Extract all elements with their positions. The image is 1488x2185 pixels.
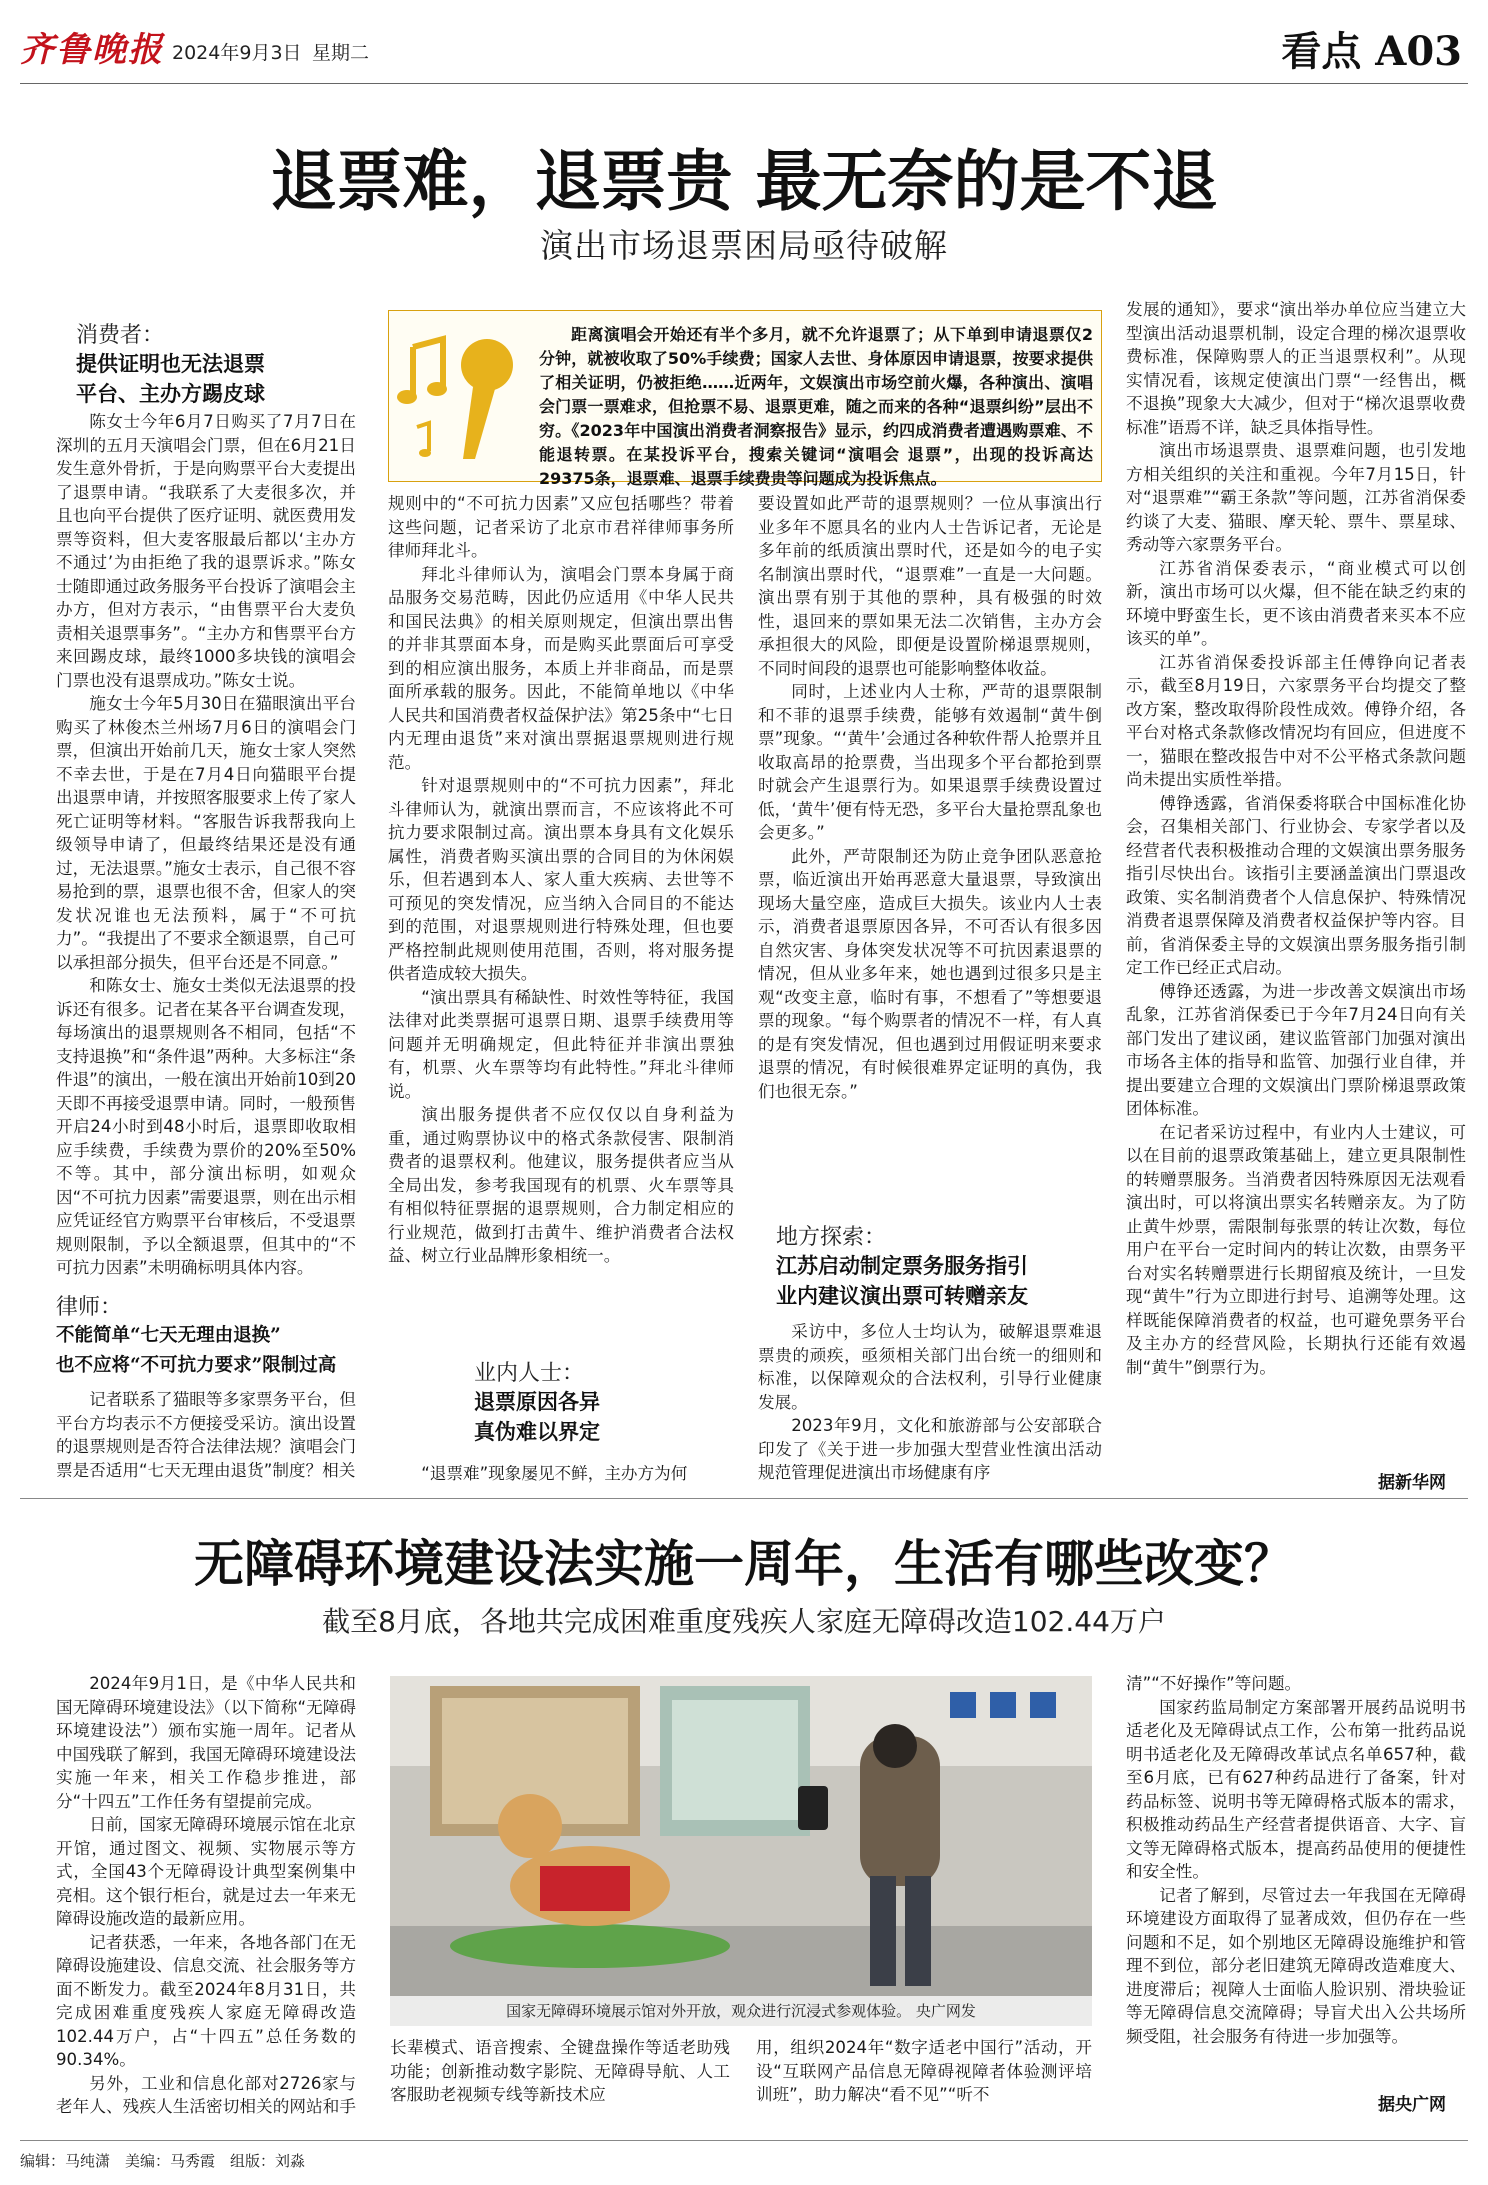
issue-weekday: 星期二 <box>312 42 370 64</box>
article2-subhead: 截至8月底，各地共完成困难重度残疾人家庭无障碍改造102.44万户 <box>322 1605 1166 1638</box>
subhead-lawyer: 律师： 不能简单“七天无理由退换” 也不应将“不可抗力要求”限制过高 <box>56 1295 337 1376</box>
newspaper-logo: 齐鲁晚报 <box>20 30 164 70</box>
page-footer: 编辑：马纯潇 美编：马秀霞 组版：刘淼 <box>20 2152 306 2170</box>
article1-col3-bottom: 采访中，多位人士均认为，破解退票难退票贵的顽疾，亟须相关部门出台统一的细则和标准，以保障观众的合法权利，引导行业健康发展。 2023年9月，文化和旅游部与公安部联合印发了《关于进一步加强大型营业性演出活动规范管理促进演出市场健康有序 <box>758 1322 1102 1482</box>
article1-intro-text: 距离演唱会开始还有半个多月，就不允许退票了；从下单到申请退票仅2分钟，就被收取了50%手续费；国家人去世、身体原因申请退票，按要求提供了相关证明，仍被拒绝……近两年，文娱演出市场空前火爆，各种演出、演唱会门票一票难求，但抢票不易、退票更难，随之而来的各种“退票纠纷”层出不穷。《2023年中国演出消费者洞察报告》显示，约四成消费者遭遇购票难、不能退转票。在某投诉平台，搜索关键词“演唱会 退票”，出现的投诉高达29375条，退票难、退票手续费贵等问题成为投诉焦点。 <box>539 325 1093 488</box>
article1-credit: 据新华网 <box>1378 1473 1446 1493</box>
article1-col4: 发展的通知》，要求“演出举办单位应当建立大型演出活动退票机制，设定合理的梯次退票收费标准，保障购票人的正当退票权利”。从现实情况看，该规定使演出门票“一经售出，概不退换”现象大大减少，但对于“梯次退票收费标准”语焉不详，缺乏具体指导性。 演出市场退票贵、退票难问题，也引发地方相关组织的关注和重视。今年7月15日，针对“退票难”“霸王条款”等问题，江苏省消保委约谈了大麦、猫眼、摩天轮、票牛、票星球、秀动等六家票务平台。 江苏省消保委表示，“商业模式可以创新，演出市场可以火爆，但不能在缺乏约束的环境中野蛮生长，更不该由消费者来买本不应该买的单”。 江苏省消保委投诉部主任傅铮向记者表示，截至8月19日，六家票务平台均提交了整改方案，整改取得阶段性成效。傅铮介绍，各平台对格式条款修改情况均有回应，但进度不一，猫眼在整改报告中对不公平格式条款问题尚未提出实质性举措。 傅铮透露，省消保委将联合中国标准化协会，召集相关部门、行业协会、专家学者以及经营者代表积极推动合理的文娱演出票务服务指引尽快出台。该指引主要涵盖演出门票退改政策、实名制消费者个人信息保护、特殊情况消费者退票保障及消费者权益保护等内容。目前，省消保委主导的文娱演出票务服务指引制定工作已经正式启动。 傅铮还透露，为进一步改善文娱演出市场乱象，江苏省消保委已于今年7月24日向有关部门发出了建议函，建议监管部门加强对演出市场各主体的指导和监管、加强行业自律，并提出要建立合理的文娱演出门票阶梯退票政策团体标准。 在记者采访过程中，有业内人士建议，可以在目前的退票政策基础上，建立更具限制性的转赠票服务。当消费者因特殊原因无法观看演出时，可以将演出票实名转赠亲友。为了防止黄牛炒票，需限制每张票的转让次数，每位用户在平台一定时间内的转让次数，由票务平台对实名转赠票进行长期留痕及统计，一旦发现“黄牛”行为立即进行封号、追溯等处理。这样既能保障消费者的权益，也可避免票务平台及主办方的经营风险，长期执行还能有效遏制“黄牛”倒票行为。 <box>1126 300 1466 1377</box>
masthead <box>20 14 1468 84</box>
article2-col2: 长辈模式、语音搜索、全键盘操作等适老助残功能；创新推动数字影院、无障碍导航、人工客服助老视频专线等新技术应 <box>390 2038 730 2104</box>
subhead-consumer: 消费者： 提供证明也无法退票 平台、主办方踢皮球 <box>76 323 265 406</box>
photo-caption: 国家无障碍环境展示馆对外开放，观众进行沉浸式参观体验。 央广网发 <box>390 1996 1092 2026</box>
article1-headline: 退票难，退票贵 最无奈的是不退 <box>270 142 1218 220</box>
exhibition-photo <box>390 1676 1092 2026</box>
article2-col1: 2024年9月1日，是《中华人民共和国无障碍环境建设法》（以下简称“无障碍环境建设法”）颁布实施一周年。记者从中国残联了解到，我国无障碍环境建设法实施一年来，相关工作稳步推进，部分“十四五”工作任务有望提前完成。 日前，国家无障碍环境展示馆在北京开馆，通过图文、视频、实物展示等方式，全国43个无障碍设计典型案例集中亮相。这个银行柜台，就是过去一年来无障碍设施改造的最新应用。 记者获悉，一年来，各地各部门在无障碍设施建设、信息交流、社会服务等方面不断发力。截至2024年8月31日，共完成困难重度残疾人家庭无障碍改造102.44万户，占“十四五”总任务数的90.34%。 另外，工业和信息化部对2726家与老年人、残疾人生活密切相关的网站和手 <box>56 1674 356 2116</box>
music-microphone-icon <box>395 317 535 477</box>
article2-col3: 用，组织2024年“数字适老中国行”活动，开设“互联网产品信息无障碍视障者体验测评培训班”，助力解决“看不见”“听不 <box>756 2038 1092 2104</box>
article2-credit: 据央广网 <box>1378 2095 1446 2115</box>
article2-col4: 清”“不好操作”等问题。 国家药监局制定方案部署开展药品说明书适老化及无障碍试点工作，公布第一批药品说明书适老化及无障碍改革试点名单657种，截至6月底，已有627种药品进行了备案，针对药品标签、说明书等无障碍格式版本的需求，积极推动药品生产经营者提供语音、大字、盲文等无障碍格式版本，提高药品使用的便捷性和安全性。 记者了解到，尽管过去一年我国在无障碍环境建设方面取得了显著成效，但仍存在一些问题和不足，如个别地区无障碍设施维护和管理不到位，部分老旧建筑无障碍改造难度大、进度滞后；视障人士面临人脸识别、滑块验证等无障碍信息交流障碍；导盲犬出入公共场所频受阻，社会服务有待进一步加强等。 <box>1126 1674 1466 2046</box>
article1-col2: 规则中的“不可抗力因素”又应包括哪些？带着这些问题，记者采访了北京市君祥律师事务所律师拜北斗。 拜北斗律师认为，演唱会门票本身属于商品服务交易范畴，因此仍应适用《中华人民共和国民法典》的相关原则规定，但演出票出售的并非其票面本身，而是购买此票面后可享受到的相应演出服务，本质上并非商品，而是票面所承载的服务。因此，不能简单地以《中华人民共和国消费者权益保护法》第25条中“七日内无理由退货”来对演出票据退票规则进行规范。 针对退票规则中的“不可抗力因素”，拜北斗律师认为，就演出票而言，不应该将此不可抗力要求限制过高。演出票本身具有文化娱乐属性，消费者购买演出票的合同目的为休闲娱乐，但若遇到本人、家人重大疾病、去世等不可预见的突发情况，应当纳入合同目的不能达到的范围，对退票规则进行特殊处理，但也要严格控制此规则使用范围，否则，将对服务提供者造成较大损失。 “演出票具有稀缺性、时效性等特征，我国法律对此类票据可退票日期、退票手续费用等问题并无明确规定，但此特征并非演出票独有，机票、火车票等均有此特性。”拜北斗律师说。 演出服务提供者不应仅仅以自身利益为重，通过购票协议中的格式条款侵害、限制消费者的退票权利。他建议，服务提供者应当从全局出发，参考我国现有的机票、火车票等具有相似特征票据的退票规则，合力制定相应的行业规范，做到打击黄牛、维护消费者合法权益、树立行业品牌形象相统一。 <box>388 494 734 1265</box>
article1-col1-top: 陈女士今年6月7日购买了7月7日在深圳的五月天演唱会门票，但在6月21日发生意外骨折，于是向购票平台大麦提出了退票申请。“我联系了大麦很多次，并且也向平台提供了医疗证明、就医费用发票等资料，但大麦客服最后都以‘主办方不通过’为由拒绝了我的退票诉求。”陈女士随即通过政务服务平台投诉了演唱会主办方，但对方表示，“由售票平台大麦负责相关退票事务”。“主办方和售票平台方来回踢皮球，最终1000多块钱的演唱会门票也没有退票成功。”陈女士说。 施女士今年5月30日在猫眼演出平台购买了林俊杰兰州场7月6日的演唱会门票，但演出开始前几天，施女士家人突然不幸去世，于是在7月4日向猫眼平台提出退票申请，并按照客服要求上传了家人死亡证明等材料。“客服告诉我帮我向上级领导申请了，但最终结果还是没有通过，无法退票。”施女士表示，自己很不容易抢到的票，退票也很不舍，但家人的突发状况谁也无法预料，属于“不可抗力”。“我提出了不要求全额退票，自己可以承担部分损失，但平台还是不同意。” 和陈女士、施女士类似无法退票的投诉还有很多。记者在某各平台调查发现，每场演出的退票规则各不相同，包括“不支持退换”和“条件退”两种。大多标注“条件退”的演出，一般在演出开始前10到20天即不再接受退票申请。同时，一般预售开启24小时到48小时后，退票即收取相应手续费，手续费为票价的20%至50%不等。其中，部分演出标明，如观众因“不可抗力因素”需要退票，则在出示相应凭证经官方购票平台审核后，不受退票规则限制，予以全额退票，但其中的“不可抗力因素”未明确标明具体内容。 <box>56 412 356 1277</box>
article1-intro-box <box>388 310 1102 488</box>
article-divider <box>20 1498 1468 1499</box>
issue-date: 2024年9月3日 <box>172 42 302 64</box>
article1-col1-bottom: 记者联系了猫眼等多家票务平台，但平台方均表示不方便接受采访。演出设置的退票规则是否符合法律法规？演唱会门票是否适用“七天无理由退货”制度？相关 <box>56 1390 356 1480</box>
footer-rule <box>20 2140 1468 2141</box>
subhead-insider: 业内人士： 退票原因各异 真伪难以界定 <box>474 1361 600 1444</box>
subhead-local: 地方探索： 江苏启动制定票务服务指引 业内建议演出票可转赠亲友 <box>776 1225 1028 1308</box>
page-section: 看点 A03 <box>1281 28 1462 75</box>
guide-dog-exhibit-illustration <box>390 1676 1092 2026</box>
article1-subhead: 演出市场退票困局亟待破解 <box>540 226 948 265</box>
article2-headline: 无障碍环境建设法实施一周年，生活有哪些改变？ <box>194 1534 1294 1593</box>
article1-col2-bottom: “退票难”现象屡见不鲜，主办方为何 <box>421 1464 688 1483</box>
article1-col3: 要设置如此严苛的退票规则？一位从事演出行业多年不愿具名的业内人士告诉记者，无论是多年前的纸质演出票时代，还是如今的电子实名制演出票时代，“退票难”一直是一大问题。演出票有别于其他的票种，具有极强的时效性，退回来的票如果无法二次销售，主办方会承担很大的风险，即便是设置阶梯退票规则，不同时间段的退票也可能影响整体收益。 同时，上述业内人士称，严苛的退票限制和不菲的退票手续费，能够有效遏制“黄牛倒票”现象。“‘黄牛’会通过各种软件帮人抢票并且收取高昂的抢票费，当出现多个平台都抢到票时就会产生退票行为。如果退票手续费设置过低，‘黄牛’便有恃无恐，多平台大量抢票乱象也会更多。” 此外，严苛限制还为防止竞争团队恶意抢票，临近演出开始再恶意大量退票，导致演出现场大量空座，造成巨大损失。该业内人士表示，消费者退票原因各异，不可否认有很多因自然灾害、身体突发状况等不可抗因素退票的情况，但从业多年来，她也遇到过很多只是主观“改变主意，临时有事，不想看了”等想要退票的现象。“每个购票者的情况不一样，有人真的是有突发情况，但也遇到过用假证明来要求退票的情况，有时候很难界定证明的真伪，我们也很无奈。” <box>758 494 1102 1101</box>
